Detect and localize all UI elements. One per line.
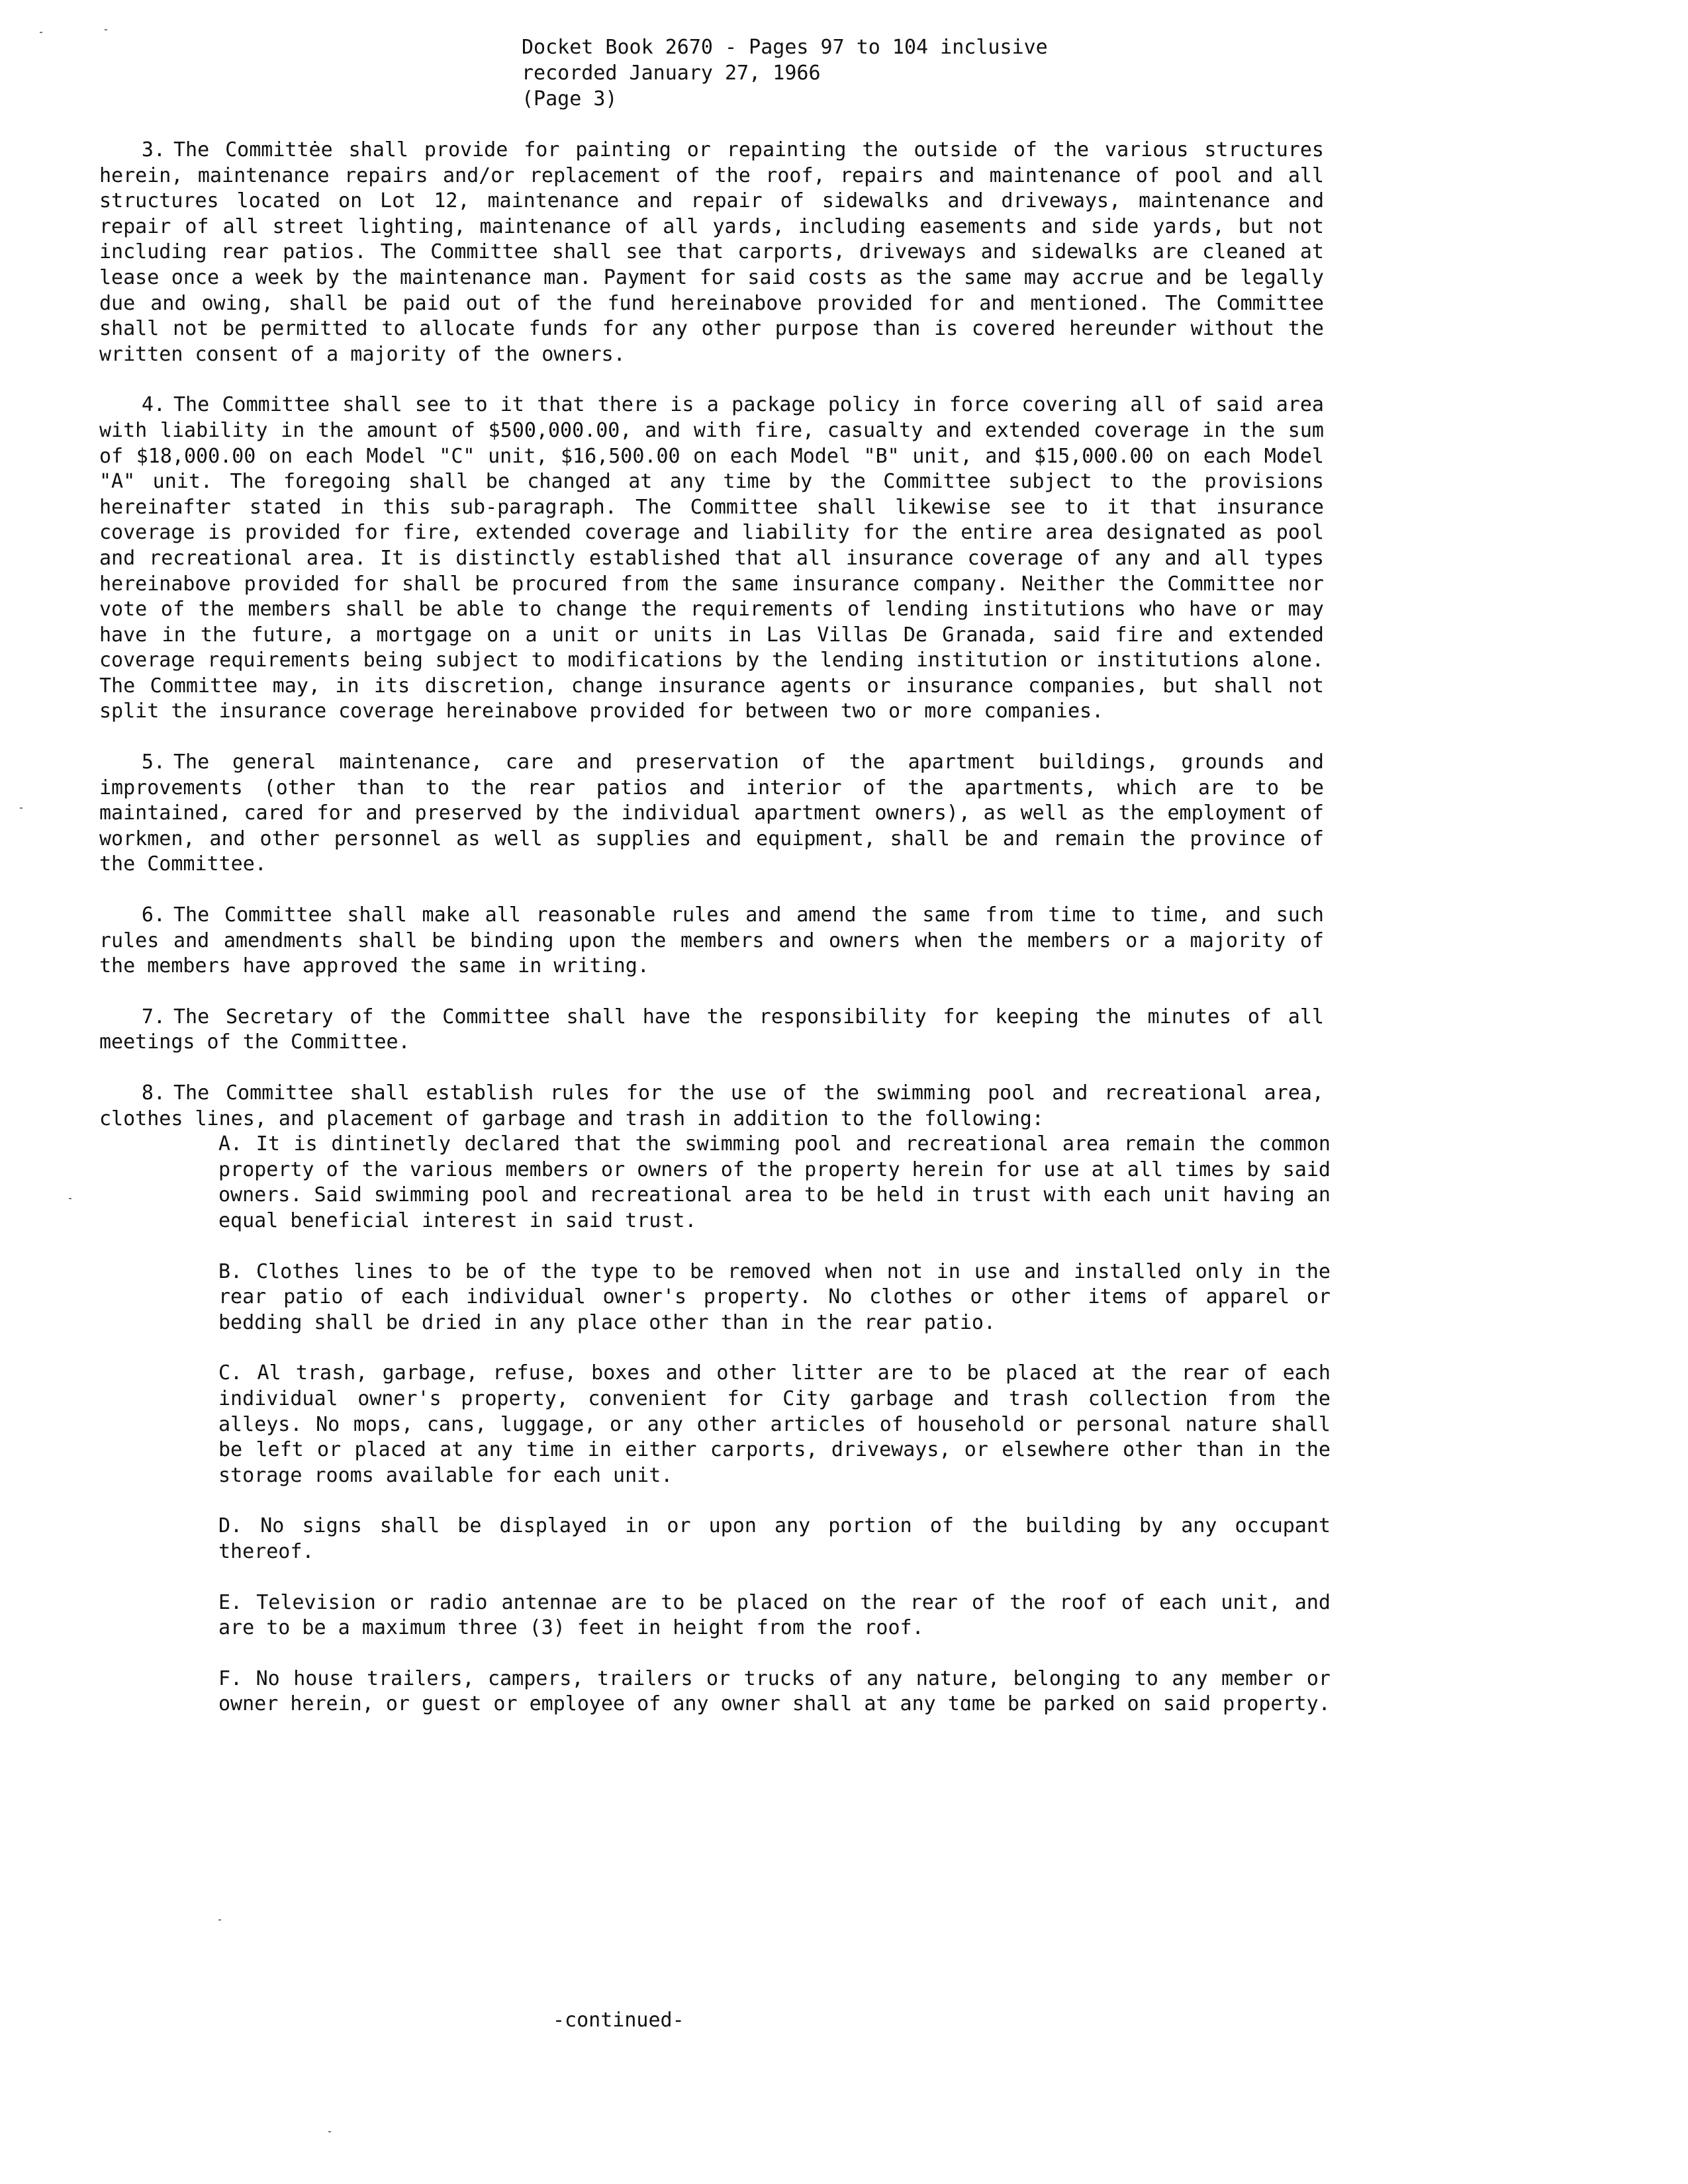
paragraph-text: The Committee shall see to it that there is a package policy in force covering all of said area with liability in the amount of $500,000.00, and with fire, casualty and extended coverage in the sum of $18,000.00 on each Model "C" unit, $16,500.00 on each Model "B" unit, and $15,000.00 on each Model "A" unit. The foregoing shall be changed at any time by the Committee subject to the provisions hereinafter stated in this sub-paragraph. The Committee shall likewise see to it that insurance coverage is provided for fire, extended coverage and liability for the entire area designated as pool and recreational area. It is distinctly established that all insurance coverage of any and all types hereinabove provided for shall be procured from the same insurance company. Neither the Committee nor vote of the members shall be able to change the requirements of lending institutions who have or may have in the future, a mortgage on a unit or units in Las Villas De Granada, said fire and extended coverage requirements being subject to modifications by the lending institution or institutions alone. The Committee may, in its discretion, change insurance agents or insurance companies, but shall not split the insurance coverage hereinabove provided for between two or more companies.	[99, 393, 1324, 723]
header-line-recorded: recorded January 27, 1966	[522, 62, 821, 85]
header-line-page: (Page 3)	[522, 87, 618, 111]
paragraph-3	[99, 138, 1324, 367]
subitem-f: F. No house trailers, campers, trailers or trucks of any nature, belonging to any member or owner herein, or guest or employee of any owner shall at any tɑme be parked on said property.	[218, 1666, 1331, 1716]
continued-footer: -continued-	[553, 2009, 684, 2032]
paragraph-text: The general maintenance, care and preservation of the apartment buildings, grounds and improvements (other than to the rear patios and interior of the apartments, which are to be maintained, cared for and preserved by the individual apartment owners), as well as the employment of workmen, and other personnel as well as supplies and equipment, shall be and remain the province of the Committee.	[99, 751, 1324, 876]
scan-speck	[218, 1919, 221, 1921]
header-line-docket: Docket Book 2670 - Pages 97 to 104 inclusive	[522, 36, 1048, 59]
paragraph-text: The Committėe shall provide for painting or repainting the outside of the various structures herein, maintenance repairs and/or replacement of the roof, repairs and maintenance of pool and all structures located on Lot 12, maintenance and repair of sidewalks and driveways, maintenance and repair of all street lighting, maintenance of all yards, including easements and side yards, but not including rear patios. The Committee shall see that carports, driveways and sidewalks are cleaned at lease once a week by the maintenance man. Payment for said costs as the same may accrue and be legally due and owing, shall be paid out of the fund hereinabove provided for and mentioned. The Committee shall not be permitted to allocate funds for any other purpose than is covered hereunder without the written consent of a majority of the owners.	[99, 138, 1324, 366]
paragraph-number: 7.	[141, 1005, 165, 1028]
paragraph-4	[99, 392, 1324, 725]
paragraph-number: 5.	[141, 751, 165, 774]
paragraph-text: The Committee shall make all reasonable rules and amend the same from time to time, and such rules and amendments shall be binding upon the members and owners when the members or a majority of the members have approved the same in writing.	[99, 903, 1324, 978]
rules-sublist	[99, 1132, 1331, 1717]
scan-speck	[105, 29, 107, 30]
paragraph-6	[99, 903, 1324, 979]
paragraph-5	[99, 750, 1324, 878]
subitem-a: A. It is dintinetly declared that the swimming pool and recreational area remain the common property of the various members or owners of the property herein for use at all times by said owners. Said swimming pool and recreational area to be held in trust with each unit having an equal beneficial interest in said trust.	[218, 1132, 1331, 1232]
subitem-e: E. Television or radio antennae are to be placed on the rear of the roof of each unit, and are to be a maximum three (3) feet in height from the roof.	[218, 1590, 1331, 1640]
scan-speck	[40, 32, 42, 33]
scan-speck	[328, 2131, 331, 2132]
subitem-b: B. Clothes lines to be of the type to be removed when not in use and installed only in the rear patio of each individual owner's property. No clothes or other items of apparel or bedding shall be dried in any place other than in the rear patio.	[218, 1259, 1331, 1334]
docket-header	[522, 34, 1048, 112]
paragraph-number: 8.	[141, 1081, 165, 1105]
scan-speck	[69, 1198, 71, 1199]
paragraph-number: 3.	[141, 138, 165, 161]
document-body	[99, 138, 1331, 1743]
paragraph-text: The Secretary of the Committee shall have the responsibility for keeping the minutes of all meetings of the Committee.	[99, 1005, 1324, 1054]
paragraph-number: 6.	[141, 903, 165, 927]
paragraph-number: 4.	[141, 393, 165, 417]
paragraph-text: The Committee shall establish rules for the use of the swimming pool and recreational area, clothes lines, and placement of garbage and trash in addition to the following:	[99, 1081, 1324, 1130]
paragraph-7	[99, 1005, 1324, 1056]
paragraph-8	[99, 1081, 1324, 1132]
subitem-c: C. Al trash, garbage, refuse, boxes and other litter are to be placed at the rear of each individual owner's property, convenient for City garbage and trash collection from the alleys. No mops, cans, luggage, or any other articles of household or personal nature shall be left or placed at any time in either carports, driveways, or elsewhere other than in the storage rooms available for each unit.	[218, 1361, 1331, 1487]
subitem-d: D. No signs shall be displayed in or upon any portion of the building by any occupant thereof.	[218, 1514, 1331, 1563]
scan-speck	[20, 807, 23, 809]
